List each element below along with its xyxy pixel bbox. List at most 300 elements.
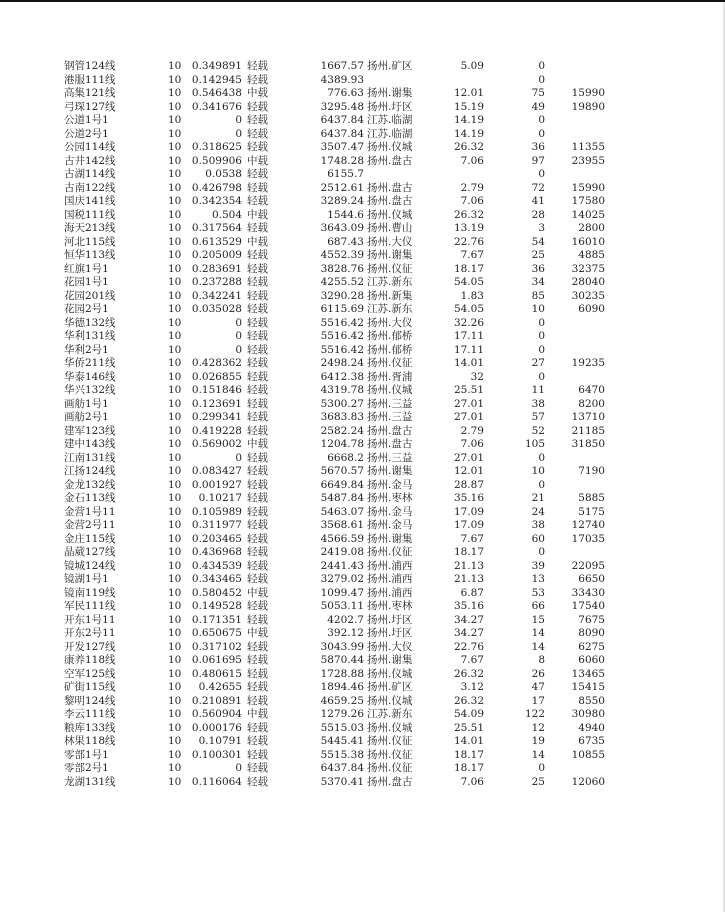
area-cell: 扬州.圩区 <box>367 627 413 639</box>
table-row <box>0 452 725 466</box>
count-cell: 39 <box>531 559 545 572</box>
count-cell: 0 <box>538 478 545 491</box>
distance-cell: 26.32 <box>453 208 484 221</box>
voltage-cell: 10 <box>168 573 182 585</box>
line-name-cell: 江南131线 <box>64 451 116 464</box>
amount-cell: 21185 <box>571 424 605 437</box>
capacity-cell: 5445.41 <box>320 735 364 747</box>
load-ratio-cell: 0.001927 <box>191 478 242 491</box>
area-cell: 扬州.三益 <box>367 411 413 423</box>
capacity-cell: 3683.83 <box>320 411 364 423</box>
distance-cell: 27.01 <box>453 451 484 464</box>
load-ratio-cell: 0.116064 <box>191 775 242 788</box>
area-cell: 扬州.曹山 <box>367 222 413 234</box>
distance-cell: 26.32 <box>453 694 484 707</box>
capacity-cell: 3295.48 <box>320 100 364 113</box>
amount-cell: 4885 <box>578 249 605 261</box>
load-level-cell: 轻载 <box>247 478 268 491</box>
capacity-cell: 5300.27 <box>320 397 364 410</box>
load-level-cell: 轻载 <box>247 748 268 761</box>
load-level-cell: 轻载 <box>247 411 268 423</box>
capacity-cell: 6668.2 <box>327 451 364 464</box>
line-name-cell: 李云111线 <box>64 708 116 720</box>
load-level-cell: 轻载 <box>247 519 268 531</box>
count-cell: 8 <box>538 654 545 666</box>
capacity-cell: 4552.39 <box>320 249 364 261</box>
amount-cell: 6735 <box>578 735 605 747</box>
amount-cell: 8200 <box>578 397 605 410</box>
line-name-cell: 镜湖1号1 <box>64 573 109 585</box>
capacity-cell: 5515.03 <box>320 721 364 734</box>
load-ratio-cell: 0.428362 <box>191 357 242 369</box>
table-row <box>0 236 725 250</box>
load-ratio-cell: 0.419228 <box>191 424 242 437</box>
load-ratio-cell: 0.317564 <box>191 222 242 234</box>
load-level-cell: 轻载 <box>247 505 268 518</box>
table-row <box>0 114 725 128</box>
count-cell: 0 <box>538 114 545 126</box>
count-cell: 122 <box>524 708 545 720</box>
table-row <box>0 263 725 277</box>
area-cell: 扬州.仪城 <box>367 208 413 221</box>
area-cell: 扬州.仪征 <box>367 357 413 369</box>
line-name-cell: 金庄115线 <box>64 532 116 545</box>
area-cell: 扬州.仪城 <box>367 721 413 734</box>
area-cell: 江苏.临湖 <box>367 127 413 140</box>
line-name-cell: 港服111线 <box>64 73 116 86</box>
distance-cell: 22.76 <box>453 235 484 248</box>
amount-cell: 6275 <box>578 640 605 653</box>
table-row <box>0 330 725 344</box>
distance-cell: 27.01 <box>453 397 484 410</box>
load-level-cell: 轻载 <box>247 100 268 113</box>
line-name-cell: 镜南119线 <box>64 586 116 599</box>
area-cell: 扬州.仪征 <box>367 546 413 558</box>
voltage-cell: 10 <box>168 384 182 396</box>
capacity-cell: 5516.42 <box>320 316 364 329</box>
distance-cell: 21.13 <box>453 573 484 585</box>
count-cell: 0 <box>538 370 545 383</box>
load-ratio-cell: 0.149528 <box>191 600 242 612</box>
table-row <box>0 465 725 479</box>
table-row <box>0 600 725 614</box>
distance-cell: 17.11 <box>453 343 484 356</box>
area-cell: 扬州.盘古 <box>367 181 413 194</box>
count-cell: 72 <box>531 181 545 194</box>
table-row <box>0 101 725 115</box>
voltage-cell: 10 <box>168 208 182 221</box>
area-cell: 扬州.大仪 <box>367 640 413 653</box>
load-ratio-cell: 0.342354 <box>191 195 242 207</box>
voltage-cell: 10 <box>168 370 182 383</box>
amount-cell: 6650 <box>578 573 605 585</box>
voltage-cell: 10 <box>168 681 182 693</box>
voltage-cell: 10 <box>168 721 182 734</box>
capacity-cell: 4566.59 <box>320 532 364 545</box>
area-cell: 扬州.圩区 <box>367 613 413 626</box>
capacity-cell: 6437.84 <box>320 127 364 140</box>
distance-cell: 28.87 <box>453 478 484 491</box>
line-name-cell: 龙湖131线 <box>64 775 116 788</box>
load-ratio-cell: 0.026855 <box>191 370 242 383</box>
voltage-cell: 10 <box>168 357 182 369</box>
line-name-cell: 金石113线 <box>64 492 116 504</box>
amount-cell: 7190 <box>578 465 605 477</box>
load-ratio-cell: 0.509906 <box>191 154 242 167</box>
distance-cell: 2.79 <box>460 181 484 194</box>
table-row <box>0 425 725 439</box>
count-cell: 26 <box>531 667 545 680</box>
load-level-cell: 中载 <box>247 208 268 221</box>
amount-cell: 2800 <box>578 222 605 234</box>
distance-cell: 54.05 <box>453 303 484 315</box>
count-cell: 34 <box>531 276 545 288</box>
load-ratio-cell: 0 <box>235 127 242 140</box>
voltage-cell: 10 <box>168 303 182 315</box>
load-ratio-cell: 0.546438 <box>191 87 242 99</box>
amount-cell: 12060 <box>571 775 605 788</box>
line-name-cell: 江扬124线 <box>64 465 116 477</box>
load-ratio-cell: 0.613529 <box>191 235 242 248</box>
distance-cell: 32 <box>470 370 484 383</box>
load-level-cell: 轻载 <box>247 384 268 396</box>
load-ratio-cell: 0.123691 <box>191 397 242 410</box>
load-level-cell: 轻载 <box>247 492 268 504</box>
capacity-cell: 5370.41 <box>320 775 364 788</box>
area-cell: 扬州.郁桥 <box>367 330 413 342</box>
line-name-cell: 零部1号1 <box>64 748 109 761</box>
table-row <box>0 303 725 317</box>
distance-cell: 13.19 <box>453 222 484 234</box>
amount-cell: 30980 <box>571 708 605 720</box>
load-ratio-cell: 0 <box>235 451 242 464</box>
amount-cell: 17035 <box>571 532 605 545</box>
load-ratio-cell: 0 <box>235 114 242 126</box>
amount-cell: 19890 <box>571 100 605 113</box>
line-name-cell: 开东1号11 <box>64 613 116 626</box>
capacity-cell: 5487.84 <box>320 492 364 504</box>
load-level-cell: 轻载 <box>247 181 268 194</box>
distance-cell: 15.19 <box>453 100 484 113</box>
load-ratio-cell: 0.311977 <box>191 519 242 531</box>
distance-cell: 18.17 <box>453 748 484 761</box>
distance-cell: 26.32 <box>453 141 484 153</box>
load-ratio-cell: 0.569002 <box>191 438 242 450</box>
voltage-cell: 10 <box>168 276 182 288</box>
load-ratio-cell: 0.105989 <box>191 505 242 518</box>
count-cell: 75 <box>531 87 545 99</box>
distance-cell: 17.09 <box>453 519 484 531</box>
voltage-cell: 10 <box>168 478 182 491</box>
amount-cell: 13710 <box>571 411 605 423</box>
load-ratio-cell: 0.436968 <box>191 546 242 558</box>
load-level-cell: 轻载 <box>247 559 268 572</box>
count-cell: 41 <box>531 195 545 207</box>
line-name-cell: 开东2号11 <box>64 627 116 639</box>
load-ratio-cell: 0.0538 <box>205 168 242 180</box>
load-ratio-cell: 0.142945 <box>191 73 242 86</box>
count-cell: 12 <box>531 721 545 734</box>
area-cell: 江苏.新东 <box>367 276 413 288</box>
capacity-cell: 3568.61 <box>320 519 364 531</box>
line-name-cell: 华利2号1 <box>64 343 109 356</box>
load-level-cell: 轻载 <box>247 249 268 261</box>
count-cell: 0 <box>538 451 545 464</box>
load-level-cell: 轻载 <box>247 694 268 707</box>
table-row <box>0 411 725 425</box>
line-name-cell: 零部2号1 <box>64 762 109 774</box>
amount-cell: 15990 <box>571 181 605 194</box>
load-ratio-cell: 0.083427 <box>191 465 242 477</box>
load-level-cell: 轻载 <box>247 303 268 315</box>
load-ratio-cell: 0.341676 <box>191 100 242 113</box>
voltage-cell: 10 <box>168 73 182 86</box>
table-row <box>0 155 725 169</box>
load-level-cell: 轻载 <box>247 735 268 747</box>
load-level-cell: 轻载 <box>247 127 268 140</box>
load-level-cell: 轻载 <box>247 465 268 477</box>
load-ratio-cell: 0.434539 <box>191 559 242 572</box>
line-load-table <box>0 60 725 789</box>
load-ratio-cell: 0.237288 <box>191 276 242 288</box>
area-cell: 扬州.金马 <box>367 478 413 491</box>
line-name-cell: 国庆141线 <box>64 195 116 207</box>
count-cell: 38 <box>531 397 545 410</box>
table-row <box>0 587 725 601</box>
load-level-cell: 轻载 <box>247 289 268 302</box>
count-cell: 28 <box>531 208 545 221</box>
line-name-cell: 华德132线 <box>64 316 116 329</box>
load-level-cell: 中载 <box>247 154 268 167</box>
line-name-cell: 花园1号1 <box>64 276 109 288</box>
table-row <box>0 357 725 371</box>
capacity-cell: 3289.24 <box>320 195 364 207</box>
count-cell: 60 <box>531 532 545 545</box>
amount-cell: 19235 <box>571 357 605 369</box>
line-name-cell: 河北115线 <box>64 235 116 248</box>
capacity-cell: 5516.42 <box>320 343 364 356</box>
amount-cell: 6060 <box>578 654 605 666</box>
area-cell: 扬州.金马 <box>367 505 413 518</box>
count-cell: 0 <box>538 343 545 356</box>
distance-cell: 14.19 <box>453 127 484 140</box>
amount-cell: 14025 <box>571 208 605 221</box>
capacity-cell: 2419.08 <box>320 546 364 558</box>
capacity-cell: 2582.24 <box>320 424 364 437</box>
distance-cell: 1.83 <box>460 289 484 302</box>
table-row <box>0 519 725 533</box>
distance-cell: 12.01 <box>453 87 484 99</box>
table-row <box>0 371 725 385</box>
table-row <box>0 641 725 655</box>
line-name-cell: 花园2号1 <box>64 303 109 315</box>
area-cell: 扬州.大仪 <box>367 316 413 329</box>
table-row <box>0 344 725 358</box>
capacity-cell: 3828.76 <box>320 262 364 275</box>
capacity-cell: 2441.43 <box>320 559 364 572</box>
area-cell: 扬州.金马 <box>367 519 413 531</box>
voltage-cell: 10 <box>168 519 182 531</box>
voltage-cell: 10 <box>168 330 182 342</box>
voltage-cell: 10 <box>168 735 182 747</box>
table-row <box>0 735 725 749</box>
load-level-cell: 轻载 <box>247 168 268 180</box>
table-row <box>0 317 725 331</box>
load-level-cell: 轻载 <box>247 532 268 545</box>
capacity-cell: 687.43 <box>327 235 364 248</box>
load-ratio-cell: 0.426798 <box>191 181 242 194</box>
table-row <box>0 749 725 763</box>
capacity-cell: 1667.57 <box>320 60 364 72</box>
table-row <box>0 695 725 709</box>
table-row <box>0 722 725 736</box>
capacity-cell: 4319.78 <box>320 384 364 396</box>
amount-cell: 23955 <box>571 154 605 167</box>
load-level-cell: 中载 <box>247 586 268 599</box>
area-cell: 扬州.矿区 <box>367 681 413 693</box>
amount-cell: 13465 <box>571 667 605 680</box>
count-cell: 38 <box>531 519 545 531</box>
amount-cell: 17540 <box>571 600 605 612</box>
area-cell: 扬州.仪城 <box>367 384 413 396</box>
distance-cell: 7.06 <box>460 195 484 207</box>
load-ratio-cell: 0.480615 <box>191 667 242 680</box>
voltage-cell: 10 <box>168 141 182 153</box>
load-ratio-cell: 0.210891 <box>191 694 242 707</box>
line-name-cell: 建军123线 <box>64 424 116 437</box>
line-name-cell: 高集121线 <box>64 87 116 99</box>
load-level-cell: 轻载 <box>247 600 268 612</box>
voltage-cell: 10 <box>168 762 182 774</box>
voltage-cell: 10 <box>168 249 182 261</box>
distance-cell: 18.17 <box>453 762 484 774</box>
load-level-cell: 轻载 <box>247 613 268 626</box>
load-ratio-cell: 0.318625 <box>191 141 242 153</box>
table-row <box>0 479 725 493</box>
table-row <box>0 560 725 574</box>
area-cell: 扬州.胥浦 <box>367 370 413 383</box>
capacity-cell: 2498.24 <box>320 357 364 369</box>
area-cell: 扬州.仪征 <box>367 748 413 761</box>
amount-cell: 22095 <box>571 559 605 572</box>
load-ratio-cell: 0.42655 <box>198 681 242 693</box>
voltage-cell: 10 <box>168 640 182 653</box>
table-row <box>0 762 725 776</box>
count-cell: 3 <box>538 222 545 234</box>
area-cell: 扬州.谢集 <box>367 532 413 545</box>
voltage-cell: 10 <box>168 411 182 423</box>
capacity-cell: 2512.61 <box>320 181 364 194</box>
line-name-cell: 军民111线 <box>64 600 116 612</box>
table-row <box>0 195 725 209</box>
capacity-cell: 1728.88 <box>320 667 364 680</box>
area-cell: 江苏.新东 <box>367 303 413 315</box>
amount-cell: 28040 <box>571 276 605 288</box>
load-level-cell: 轻载 <box>247 640 268 653</box>
count-cell: 0 <box>538 316 545 329</box>
area-cell: 扬州.郁桥 <box>367 343 413 356</box>
line-name-cell: 粮库133线 <box>64 721 116 734</box>
distance-cell: 32.26 <box>453 316 484 329</box>
voltage-cell: 10 <box>168 235 182 248</box>
capacity-cell: 1894.46 <box>320 681 364 693</box>
capacity-cell: 1204.78 <box>320 438 364 450</box>
voltage-cell: 10 <box>168 289 182 302</box>
load-ratio-cell: 0.342241 <box>191 289 242 302</box>
load-ratio-cell: 0.317102 <box>191 640 242 653</box>
area-cell: 扬州.枣林 <box>367 492 413 504</box>
load-ratio-cell: 0.560904 <box>191 708 242 720</box>
table-row <box>0 182 725 196</box>
count-cell: 0 <box>538 73 545 86</box>
distance-cell: 7.06 <box>460 775 484 788</box>
voltage-cell: 10 <box>168 168 182 180</box>
load-level-cell: 轻载 <box>247 667 268 680</box>
capacity-cell: 3279.02 <box>320 573 364 585</box>
distance-cell: 7.67 <box>460 654 484 666</box>
table-row <box>0 627 725 641</box>
line-name-cell: 国税111线 <box>64 208 116 221</box>
load-level-cell: 轻载 <box>247 451 268 464</box>
load-level-cell: 轻载 <box>247 654 268 666</box>
table-row <box>0 384 725 398</box>
load-level-cell: 轻载 <box>247 330 268 342</box>
voltage-cell: 10 <box>168 87 182 99</box>
table-row <box>0 74 725 88</box>
capacity-cell: 5515.38 <box>320 748 364 761</box>
count-cell: 105 <box>524 438 545 450</box>
distance-cell: 7.06 <box>460 154 484 167</box>
load-ratio-cell: 0.283691 <box>191 262 242 275</box>
table-row <box>0 614 725 628</box>
count-cell: 19 <box>531 735 545 747</box>
amount-cell: 33430 <box>571 586 605 599</box>
amount-cell: 12740 <box>571 519 605 531</box>
load-ratio-cell: 0.100301 <box>191 748 242 761</box>
capacity-cell: 1544.6 <box>327 208 364 221</box>
distance-cell: 25.51 <box>453 721 484 734</box>
count-cell: 25 <box>531 249 545 261</box>
distance-cell: 7.67 <box>460 249 484 261</box>
capacity-cell: 6155.7 <box>327 168 364 180</box>
count-cell: 0 <box>538 60 545 72</box>
table-row <box>0 506 725 520</box>
line-name-cell: 矿街115线 <box>64 681 116 693</box>
voltage-cell: 10 <box>168 262 182 275</box>
load-ratio-cell: 0.349891 <box>191 60 242 72</box>
distance-cell: 34.27 <box>453 613 484 626</box>
amount-cell: 5885 <box>578 492 605 504</box>
amount-cell: 8550 <box>578 694 605 707</box>
voltage-cell: 10 <box>168 154 182 167</box>
table-row <box>0 290 725 304</box>
line-name-cell: 恒华113线 <box>64 249 116 261</box>
load-ratio-cell: 0.580452 <box>191 586 242 599</box>
load-ratio-cell: 0.151846 <box>191 384 242 396</box>
line-name-cell: 黎明124线 <box>64 694 116 707</box>
line-name-cell: 华兴132线 <box>64 384 116 396</box>
voltage-cell: 10 <box>168 546 182 558</box>
distance-cell: 27.01 <box>453 411 484 423</box>
capacity-cell: 1748.28 <box>320 154 364 167</box>
count-cell: 0 <box>538 330 545 342</box>
distance-cell: 25.51 <box>453 384 484 396</box>
table-row <box>0 87 725 101</box>
count-cell: 14 <box>531 627 545 639</box>
line-name-cell: 花园201线 <box>64 289 116 302</box>
line-name-cell: 钢管124线 <box>64 60 116 72</box>
load-ratio-cell: 0 <box>235 762 242 774</box>
